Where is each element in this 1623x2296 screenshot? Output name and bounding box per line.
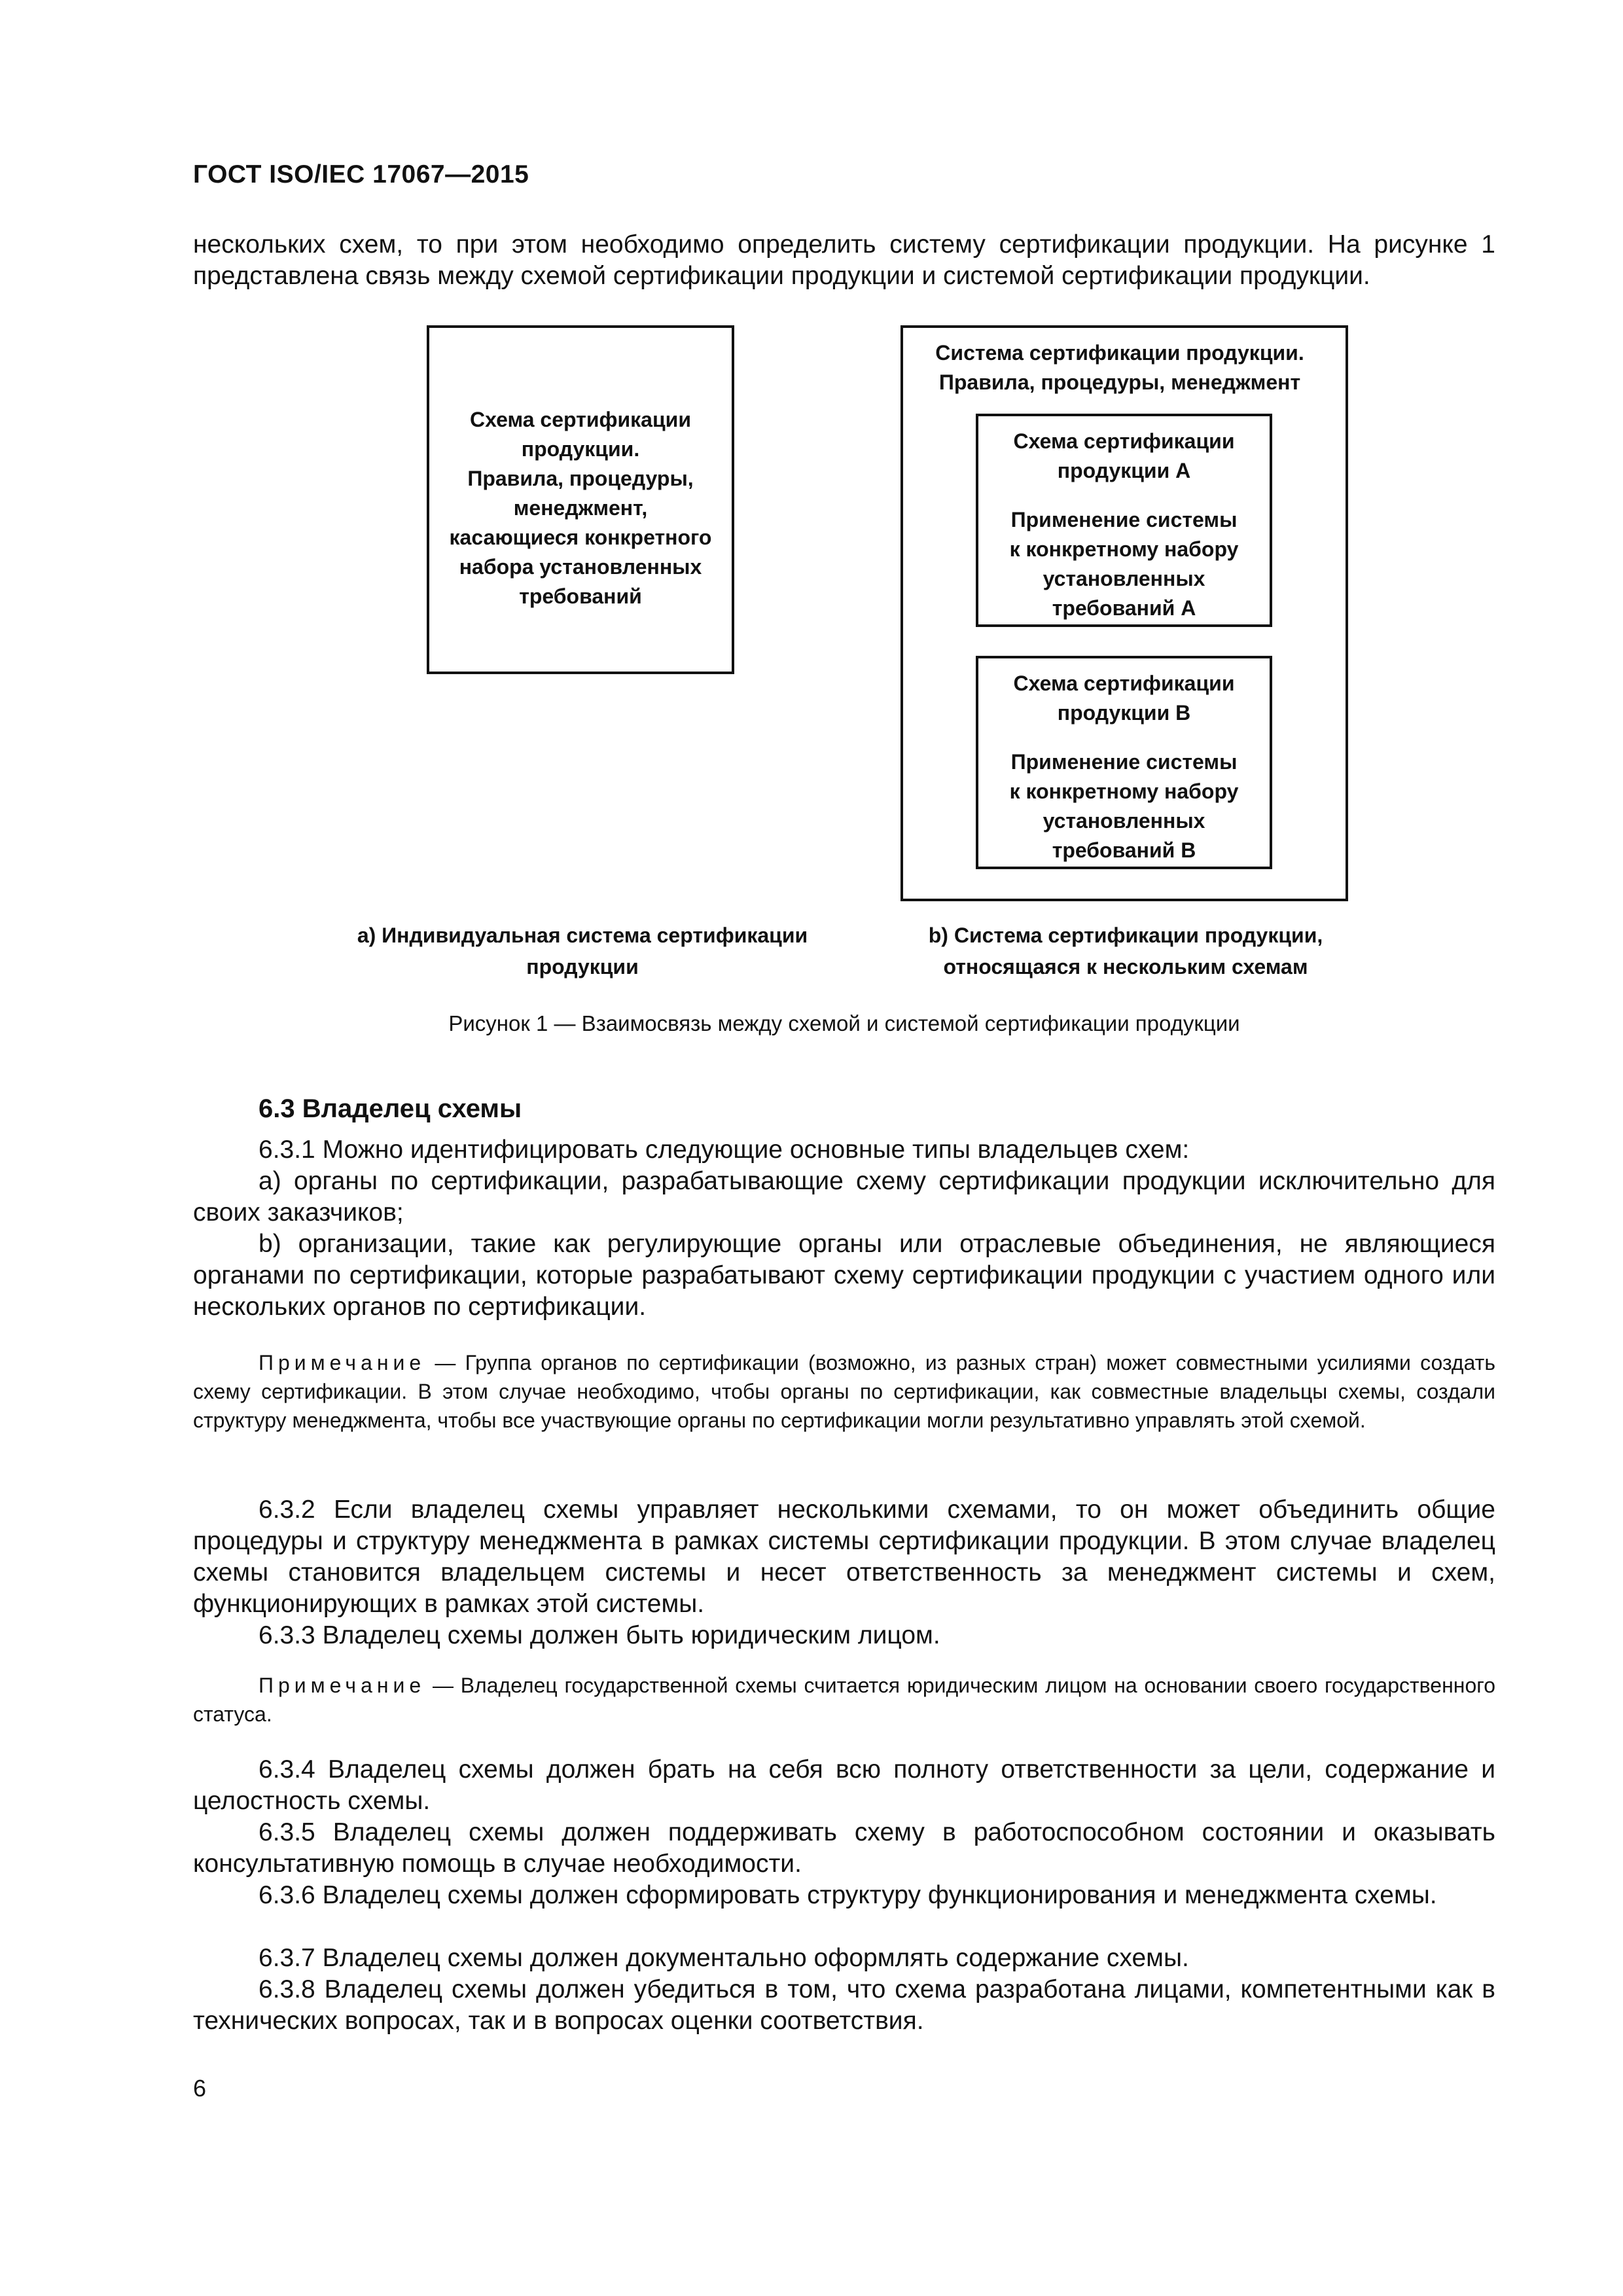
note-2 — [193, 1671, 1495, 1729]
paragraph-6-3-8: 6.3.8 Владелец схемы должен убедиться в том, что схема разработана лицами, компетентными как в технических вопросах, так и в вопросах оценки соответствия. — [193, 1975, 1495, 2035]
scheme-b-body: Применение системы к конкретному набору установленных требований В — [1009, 750, 1239, 862]
paragraph-6-3-3: 6.3.3 Владелец схемы должен быть юридическим лицом. — [259, 1621, 940, 1649]
subcaption-b: b) Система сертификации продукции, относящаяся к нескольким схемам — [928, 924, 1323, 978]
figure-caption: Рисунок 1 — Взаимосвязь между схемой и системой сертификации продукции — [448, 1011, 1240, 1035]
note-1-text: — Группа органов по сертификации (возможно, из разных стран) может совместными усилиями создать схему сертификации. В этом случае необходимо, чтобы органы по сертификации, как совместные владельцы схемы, создали структуру менеджмента, чтобы все участвующие органы по сертификации могли результативно управлять этой схемой. — [193, 1351, 1495, 1432]
paragraph-6-3-5: 6.3.5 Владелец схемы должен поддерживать схему в работоспособном состоянии и оказывать консультативную помощь в случае необходимости. — [193, 1818, 1495, 1878]
paragraph-6-3-1: 6.3.1 Можно идентифицировать следующие основные типы владельцев схем: — [259, 1136, 1190, 1164]
paragraph-6-3-7: 6.3.7 Владелец схемы должен документально оформлять содержание схемы. — [259, 1944, 1189, 1972]
scheme-box-text: Схема сертификации продукции. Правила, процедуры, менеджмент, касающиеся конкретного набора установленных требований — [449, 408, 712, 608]
paragraph-6-3-4: 6.3.4 Владелец схемы должен брать на себя всю полноту ответственности за цели, содержание и целостность схемы. — [193, 1755, 1495, 1815]
paragraph-6-3-1-a: а) органы по сертификации, разрабатывающие схему сертификации продукции исключительно для своих заказчиков; — [193, 1167, 1495, 1227]
section-title: 6.3 Владелец схемы — [259, 1094, 522, 1123]
scheme-box — [427, 325, 734, 674]
document-header: ГОСТ ISO/IEC 17067—2015 — [193, 160, 529, 188]
intro-paragraph: нескольких схем, то при этом необходимо определить систему сертификации продукции. На рисунке 1 представлена связь между схемой сертификации продукции и системой сертификации продукции. — [193, 230, 1495, 290]
note-2-label: Примечание — [259, 1674, 426, 1697]
paragraph-6-3-6: 6.3.6 Владелец схемы должен сформировать структуру функционирования и менеджмента схемы. — [259, 1881, 1437, 1909]
note-1 — [193, 1348, 1495, 1435]
note-2-text: — Владелец государственной схемы считается юридическим лицом на основании своего государственного статуса. — [193, 1674, 1495, 1726]
note-1-label: Примечание — [259, 1351, 426, 1374]
scheme-b-box — [976, 656, 1272, 869]
scheme-a-title: Схема сертификации продукции А — [1013, 429, 1235, 482]
subcaption-a: а) Индивидуальная система сертификации продукции — [357, 924, 808, 978]
paragraph-6-3-1-b: b) организации, такие как регулирующие органы или отраслевые объединения, не являющиеся органами по сертификации, которые разрабатывают схему сертификации продукции с участием одного или нескольких органов по сертификации. — [193, 1230, 1495, 1321]
page-number: 6 — [193, 2075, 207, 2102]
paragraph-6-3-2: 6.3.2 Если владелец схемы управляет несколькими схемами, то он может объединить общие процедуры и структуру менеджмента в рамках системы сертификации продукции. В этом случае владелец схемы становится владельцем системы и несет ответственность за менеджмент системы и схем, функционирующих в рамках этой системы. — [193, 1496, 1495, 1618]
scheme-a-body: Применение системы к конкретному набору установленных требований А — [1009, 508, 1239, 620]
scheme-b-title: Схема сертификации продукции В — [1013, 672, 1235, 725]
system-box-title: Система сертификации продукции. Правила, процедуры, менеджмент — [935, 341, 1304, 394]
scheme-a-box — [976, 414, 1272, 627]
